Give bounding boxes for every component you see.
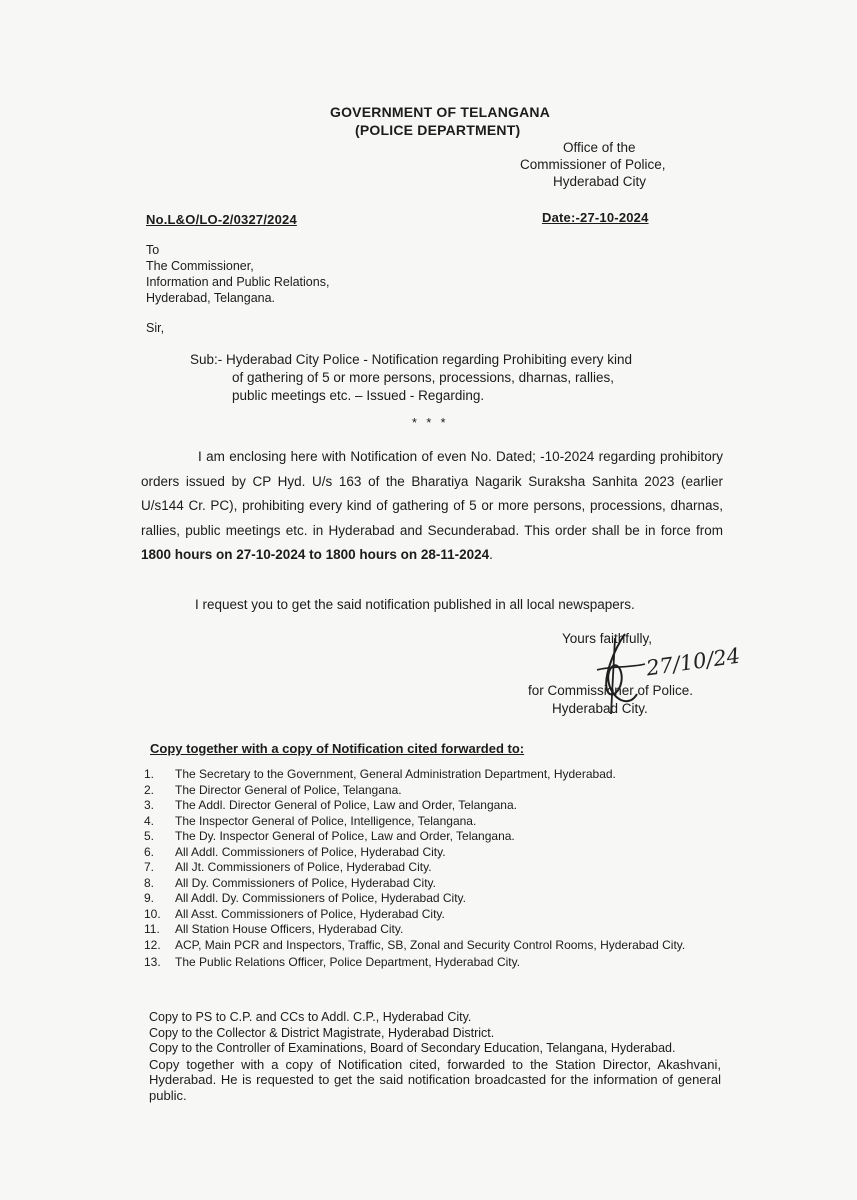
letter-date: Date:-27-10-2024 <box>542 210 649 225</box>
body-paragraph-1-text: I am enclosing here with Notification of even No. Dated; -10-2024 regarding prohibitory orders issued by CP Hyd. U/s 163 of the Bharatiya Nagarik Suraksha Sanhita 2023 (earlier U/s144 Cr. PC), prohibiting every kind of gathering of 5 or more persons, processions, dharnas, rallies, public meetings etc. in Hyderabad and Secunderabad. This order shall be in force from <box>141 449 723 538</box>
list-item: 7. All Jt. Commissioners of Police, Hyderabad City. <box>144 860 432 874</box>
list-item: 5. The Dy. Inspector General of Police, Law and Order, Telangana. <box>144 829 515 843</box>
office-line-3: Hyderabad City <box>553 174 647 189</box>
list-item: 3. The Addl. Director General of Police, Law and Order, Telangana. <box>144 798 517 812</box>
copy-line-4: Copy together with a copy of Notification cited, forwarded to the Station Director, Akashvani, Hyderabad. He is requested to get the said notification broadcasted for the information of general public. <box>149 1056 721 1103</box>
addressee-line-2: Information and Public Relations, <box>146 275 330 289</box>
subject-line-3: public meetings etc. – Issued - Regarding. <box>232 388 485 403</box>
list-item: 12. ACP, Main PCR and Inspectors, Traffic, SB, Zonal and Security Control Rooms, Hyderabad City. <box>144 937 686 952</box>
body-paragraph-1-end: . <box>489 547 493 562</box>
copy-line-2: Copy to the Collector & District Magistrate, Hyderabad District. <box>149 1025 495 1040</box>
list-item: 13. The Public Relations Officer, Police Department, Hyderabad City. <box>144 955 521 969</box>
list-item: 8. All Dy. Commissioners of Police, Hyderabad City. <box>144 875 436 890</box>
closing-yours-faithfully: Yours faithfully, <box>562 631 653 646</box>
closing-city: Hyderabad City. <box>552 701 648 716</box>
copy-lines <box>149 1010 721 1103</box>
office-line-2: Commissioner of Police, <box>520 157 666 172</box>
office-line-1: Office of the <box>563 140 636 155</box>
subject-line-2: of gathering of 5 or more persons, processions, dharnas, rallies, <box>232 370 614 385</box>
copy-to-list <box>141 767 741 971</box>
copy-line-3: Copy to the Controller of Examinations, Board of Secondary Education, Telangana, Hyderabad. <box>149 1041 676 1055</box>
department-heading: (POLICE DEPARTMENT) <box>355 122 521 138</box>
separator-asterisks: * * * <box>412 416 449 430</box>
body-paragraph-2: I request you to get the said notification published in all local newspapers. <box>195 597 635 612</box>
copy-line-1: Copy to PS to C.P. and CCs to Addl. C.P., Hyderabad City. <box>149 1010 472 1024</box>
addressee-line-1: The Commissioner, <box>146 259 254 273</box>
list-item: 1. The Secretary to the Government, General Administration Department, Hyderabad. <box>144 767 616 781</box>
subject-line-1: Sub:- Hyderabad City Police - Notification regarding Prohibiting every kind <box>190 352 632 367</box>
list-item: 4. The Inspector General of Police, Intelligence, Telangana. <box>144 813 477 828</box>
list-item: 9. All Addl. Dy. Commissioners of Police, Hyderabad City. <box>144 891 466 905</box>
addressee-line-3: Hyderabad, Telangana. <box>146 291 276 305</box>
copy-heading: Copy together with a copy of Notification cited forwarded to: <box>150 741 525 756</box>
list-item: 10. All Asst. Commissioners of Police, Hyderabad City. <box>144 906 445 921</box>
list-item: 2. The Director General of Police, Telangana. <box>144 782 402 797</box>
signature-mark <box>585 628 655 718</box>
list-item: 11. All Station House Officers, Hyderabad City. <box>144 922 404 936</box>
body-paragraph-1-bold: 1800 hours on 27-10-2024 to 1800 hours on 28-11-2024 <box>141 547 490 562</box>
closing-for-commissioner: for Commissioner of Police. <box>528 683 694 698</box>
government-heading: GOVERNMENT OF TELANGANA <box>330 104 551 120</box>
salutation: Sir, <box>146 321 165 335</box>
addressee-to: To <box>146 243 160 257</box>
reference-number: No.L&O/LO-2/0327/2024 <box>146 212 297 227</box>
body-paragraph-1 <box>141 445 723 568</box>
list-item: 6. All Addl. Commissioners of Police, Hyderabad City. <box>144 844 446 859</box>
signature-date: 27/10/24 <box>644 643 742 681</box>
